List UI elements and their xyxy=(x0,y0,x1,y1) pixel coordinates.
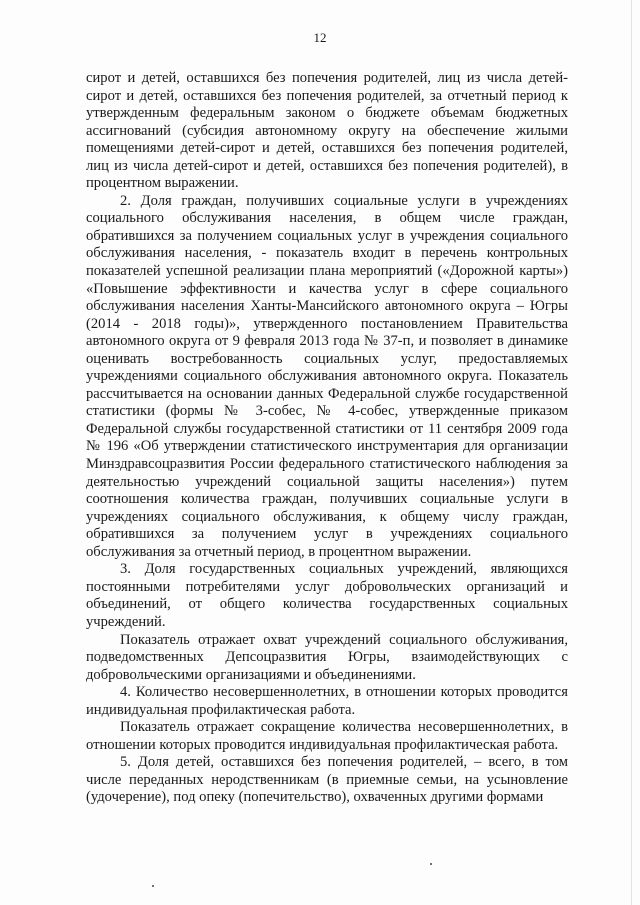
paragraph-item-5: 5. Доля детей, оставшихся без попечения родителей, – всего, в том числе переданных неродственникам (в приемные семьи, на усыновление (удочерение), под опеку (попечительство), охваченных другими формами xyxy=(86,754,568,806)
paragraph-item-3-note: Показатель отражает охват учреждений социального обслуживания, подведомственных Депсоцразвития Югры, взаимодействующих с добровольческими организациями и объединениями. xyxy=(86,631,568,683)
paragraph-item-4-note: Показатель отражает сокращение количества несовершеннолетних, в отношении которых проводится индивидуальная профилактическая работа. xyxy=(86,719,568,753)
scan-edge-line xyxy=(631,0,632,905)
paragraph-item-2: 2. Доля граждан, получивших социальные услуги в учреждениях социального обслуживания населения, в общем числе граждан, обратившихся за получением социальных услуг в учреждения социального обслуживания населения, - показатель входит в перечень контрольных показателей успешной реализации плана мероприятий («Дорожной карты») «Повышение эффективности и качества услуг в сфере социального обслуживания населения Ханты-Мансийского автономного округа – Югры (2014 - 2018 годы)», утвержденного постановлением Правительства автономного округа от 9 февраля 2013 года № 37-п, и позволяет в динамике оценивать востребованность социальных услуг, предоставляемых учреждениями социального обслуживания автономного округа. Показатель рассчитывается на основании данных Федеральной службе государственной статистики (формы № 3-собес, № 4-собес, утвержденные приказом Федеральной службы государственной статистики от 11 сентября 2009 года № 196 «Об утверждении статистического инструментария для организации Минздравсоцразвития России федерального статистического наблюдения за деятельностью учреждений социальной защиты населения») путем соотношения количества граждан, получивших социальные услуги в учреждениях социального обслуживания, к общему числу граждан, обратившихся за получением услуг в учреждениях социального обслуживания за отчетный период, в процентном выражении. xyxy=(86,192,568,560)
paragraph-item-3: 3. Доля государственных социальных учреждений, являющихся постоянными потребителями услуг добровольческих организаций и объединений, от общего количества государственных социальных учреждений. xyxy=(86,561,568,630)
document-body xyxy=(86,70,568,807)
page-number: 12 xyxy=(313,30,327,45)
scan-speck xyxy=(430,863,432,865)
scan-speck xyxy=(152,885,154,887)
paragraph-continuation: сирот и детей, оставшихся без попечения родителей, лиц из числа детей-сирот и детей, оставшихся без попечения родителей, за отчетный период к утвержденным федеральным законом о бюджете объемам бюджетных ассигнований (субсидия автономному округу на обеспечение жилыми помещениями детей-сирот и детей, оставшихся без попечения родителей, лиц из числа детей-сирот и детей, оставшихся без попечения родителей), в процентном выражении. xyxy=(86,70,568,192)
paragraph-item-4: 4. Количество несовершеннолетних, в отношении которых проводится индивидуальная профилактическая работа. xyxy=(86,684,568,718)
